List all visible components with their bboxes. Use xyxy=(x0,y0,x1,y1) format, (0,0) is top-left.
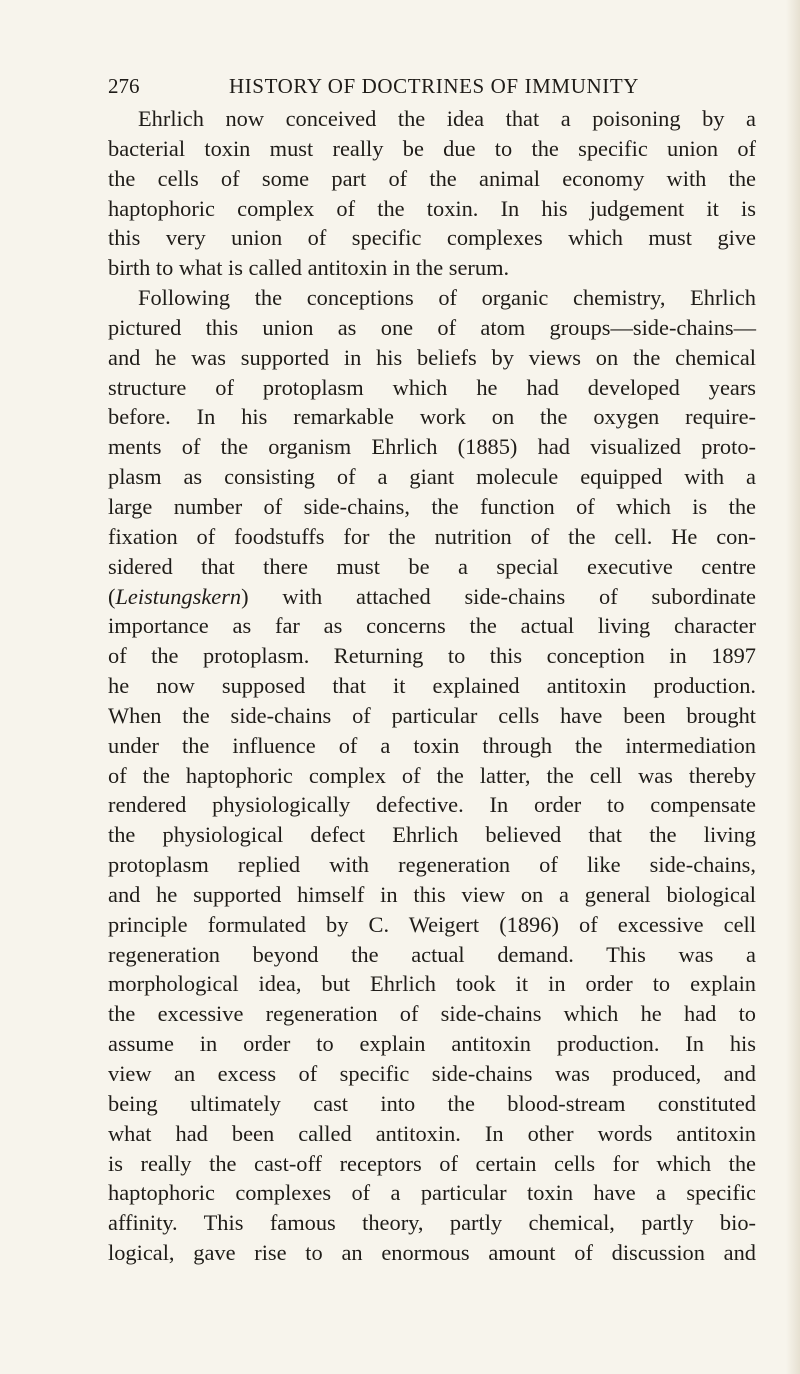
text-line: the cells of some part of the animal economy with the xyxy=(108,165,756,191)
page-number: 276 xyxy=(108,74,140,98)
text-line: pictured this union as one of atom groups—side-chains— xyxy=(108,314,756,340)
text-line: principle formulated by C. Weigert (1896) of excessive cell xyxy=(108,911,756,937)
text-line: plasm as consisting of a giant molecule equipped with a xyxy=(108,464,756,490)
paragraph-1 xyxy=(108,104,756,283)
open-paren: ( xyxy=(108,583,116,609)
text-line: the excessive regeneration of side-chains which he had to xyxy=(108,1001,756,1027)
line-rest: ) with attached side-chains of subordinate xyxy=(241,583,756,609)
book-page xyxy=(108,72,756,1268)
italic-term: Leistungskern xyxy=(115,583,242,609)
text-line: before. In his remarkable work on the oxygen require- xyxy=(108,404,756,430)
text-line: structure of protoplasm which he had developed years xyxy=(108,374,756,400)
text-line: ments of the organism Ehrlich (1885) had visualized proto- xyxy=(108,434,756,460)
text-line: morphological idea, but Ehrlich took it in order to explain xyxy=(108,971,756,997)
text-line: haptophoric complex of the toxin. In his judgement it is xyxy=(108,195,756,221)
text-line: sidered that there must be a special executive centre xyxy=(108,553,756,579)
text-line: affinity. This famous theory, partly chemical, partly bio- xyxy=(108,1210,756,1236)
text-line: of the haptophoric complex of the latter, the cell was thereby xyxy=(108,762,756,788)
text-line: and he was supported in his beliefs by views on the chemical xyxy=(108,344,756,370)
running-title: HISTORY OF DOCTRINES OF IMMUNITY xyxy=(228,74,640,98)
text-line-with-italic xyxy=(108,582,756,612)
page-edge-shadow xyxy=(786,0,800,1374)
text-line: Following the conceptions of organic chemistry, Ehrlich xyxy=(138,285,756,311)
text-line: rendered physiologically defective. In order to compensate xyxy=(108,792,756,818)
text-line: When the side-chains of particular cells have been brought xyxy=(108,702,756,728)
text-line: birth to what is called antitoxin in the serum. xyxy=(108,255,510,281)
text-line: protoplasm replied with regeneration of like side-chains, xyxy=(108,852,756,878)
text-line: the physiological defect Ehrlich believed that the living xyxy=(108,822,756,848)
text-line: is really the cast-off receptors of certain cells for which the xyxy=(108,1150,756,1176)
text-line: this very union of specific complexes which must give xyxy=(108,225,756,251)
text-line: and he supported himself in this view on a general biological xyxy=(108,881,756,907)
text-line: what had been called antitoxin. In other words antitoxin xyxy=(108,1120,756,1146)
text-line: of the protoplasm. Returning to this conception in 1897 xyxy=(108,643,756,669)
text-line: bacterial toxin must really be due to the specific union of xyxy=(108,135,756,161)
text-line: he now supposed that it explained antitoxin production. xyxy=(108,673,756,699)
body-text xyxy=(108,104,756,1268)
running-header xyxy=(108,72,756,100)
text-line: view an excess of specific side-chains was produced, and xyxy=(108,1061,756,1086)
text-line: Ehrlich now conceived the idea that a poisoning by a xyxy=(138,106,756,131)
text-line: regeneration beyond the actual demand. This was a xyxy=(108,941,756,967)
paragraph-2 xyxy=(108,283,756,1268)
text-line: being ultimately cast into the blood-stream constituted xyxy=(108,1090,756,1116)
text-line: fixation of foodstuffs for the nutrition of the cell. He con- xyxy=(108,523,756,549)
text-line: logical, gave rise to an enormous amount of discussion and xyxy=(108,1240,756,1266)
text-line: under the influence of a toxin through the intermediation xyxy=(108,732,756,758)
text-line: assume in order to explain antitoxin production. In his xyxy=(108,1031,756,1057)
text-line: importance as far as concerns the actual living character xyxy=(108,613,756,639)
text-line: haptophoric complexes of a particular toxin have a specific xyxy=(108,1180,756,1206)
text-line: large number of side-chains, the function of which is the xyxy=(108,493,756,519)
